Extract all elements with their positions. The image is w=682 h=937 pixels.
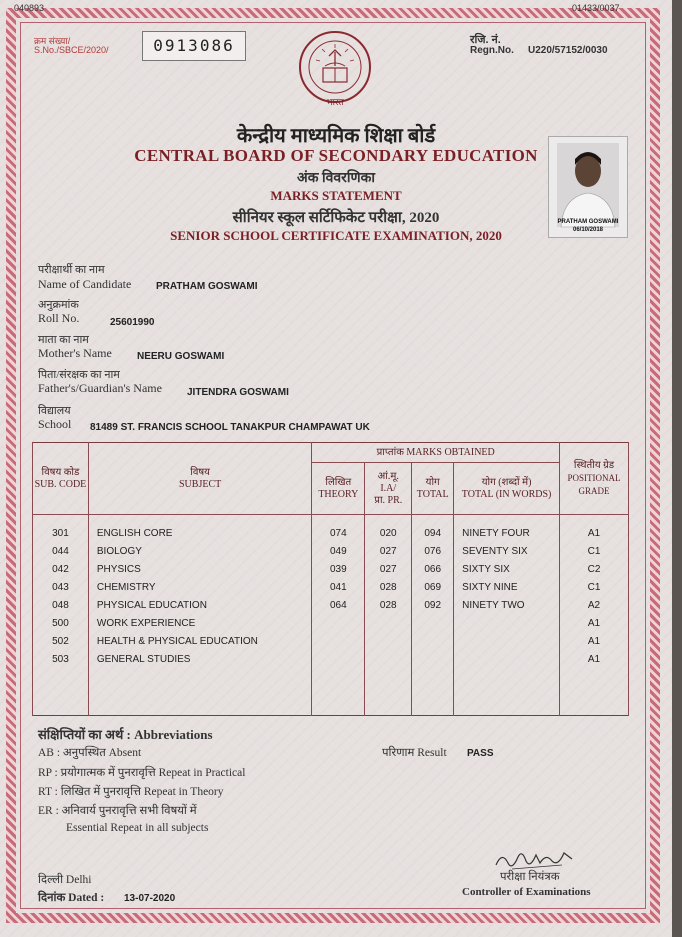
table-row: 500 WORK EXPERIENCE A1: [33, 615, 629, 633]
header-total-words: योग (शब्दों में) TOTAL (IN WORDS): [454, 463, 560, 515]
table-row: 044 BIOLOGY 049 027 076 SEVENTY SIX C1: [33, 543, 629, 561]
header-subject: विषय SUBJECT: [88, 443, 311, 515]
table-row: 301 ENGLISH CORE 074 020 094 NINETY FOUR A1: [33, 525, 629, 543]
header-positional-grade: स्थितीय ग्रेड POSITIONAL GRADE: [559, 443, 628, 515]
table-row: 043 CHEMISTRY 041 028 069 SIXTY NINE C1: [33, 579, 629, 597]
result-label: परिणाम Result: [382, 747, 447, 759]
father-label-hi: पिता/संरक्षक का नाम: [38, 369, 120, 381]
table-row: 503 GENERAL STUDIES A1: [33, 651, 629, 669]
regn-label-hi: रजि. नं.: [470, 34, 501, 46]
photo-caption-date: 06/10/2018: [572, 227, 604, 233]
regn-label: Regn.No.: [470, 45, 514, 56]
roll-label-hi: अनुक्रमांक: [38, 299, 79, 311]
dated-label: दिनांक Dated :: [38, 892, 105, 904]
marks-statement-title: MARKS STATEMENT: [270, 188, 402, 203]
roll-number: 25601990: [110, 317, 155, 328]
father-label: Father's/Guardian's Name: [38, 381, 162, 395]
board-name-hindi: केन्द्रीय माध्यमिक शिक्षा बोर्ड: [236, 125, 436, 147]
exam-name-hindi: सीनियर स्कूल सर्टिफिकेट परीक्षा, 2020: [232, 210, 440, 226]
table-row: 502 HEALTH & PHYSICAL EDUCATION A1: [33, 633, 629, 651]
exam-name: SENIOR SCHOOL CERTIFICATE EXAMINATION, 2020: [170, 228, 502, 243]
school-name: 81489 ST. FRANCIS SCHOOL TANAKPUR CHAMPAWAT UK: [90, 422, 370, 433]
roll-label: Roll No.: [38, 311, 80, 325]
regn-number: U220/57152/0030: [528, 45, 608, 56]
header-marks-obtained: प्राप्तांक MARKS OBTAINED: [312, 443, 560, 463]
abbr-rp: RP : प्रयोगात्मक में पुनरावृत्ति Repeat in Practical: [38, 767, 246, 779]
top-right-code: 01433/0037: [572, 3, 620, 13]
abbr-rt: RT : लिखित में पुनरावृत्ति Repeat in Theory: [38, 786, 224, 798]
result-value: PASS: [467, 748, 494, 759]
form-no-label: क्रम संख्या/: [34, 36, 71, 46]
name-label: Name of Candidate: [38, 277, 132, 291]
candidate-photo: [548, 136, 628, 238]
candidate-name: PRATHAM GOSWAMI: [156, 281, 258, 292]
controller-title: Controller of Examinations: [462, 886, 591, 898]
school-label: School: [38, 417, 72, 431]
mother-name: NEERU GOSWAMI: [137, 351, 225, 362]
serial-label: S.No./SBCE/2020/: [34, 45, 109, 55]
header-ia-pr: आं.मू. I.A/ प्रा. PR.: [365, 463, 412, 515]
board-name: CENTRAL BOARD OF SECONDARY EDUCATION: [134, 146, 538, 165]
place-label: दिल्ली Delhi: [38, 874, 92, 886]
emblem-caption: भारत: [326, 97, 344, 107]
header-total: योग TOTAL: [412, 463, 454, 515]
abbr-er-en: Essential Repeat in all subjects: [66, 822, 209, 834]
serial-number: 0913086: [142, 31, 246, 61]
issue-date: 13-07-2020: [124, 893, 176, 904]
top-left-code: 040893: [14, 3, 45, 13]
mother-label-hi: माता का नाम: [38, 334, 89, 346]
mother-label: Mother's Name: [38, 346, 112, 360]
header-sub-code: विषय कोड SUB. CODE: [33, 443, 89, 515]
controller-hindi: परीक्षा नियंत्रक: [500, 871, 560, 883]
photo-caption-name: PRATHAM GOSWAMI: [557, 219, 619, 225]
father-name: JITENDRA GOSWAMI: [187, 387, 289, 398]
abbr-er: ER : अनिवार्य पुनरावृत्ति सभी विषयों में: [38, 805, 197, 817]
abbr-ab: AB : अनुपस्थित Absent: [38, 747, 142, 759]
abbreviations-title: संक्षिप्तियों का अर्थ : Abbreviations: [38, 727, 213, 742]
table-row: 048 PHYSICAL EDUCATION 064 028 092 NINETY TWO A2: [33, 597, 629, 615]
marks-table: [32, 442, 629, 716]
header-theory: लिखित THEORY: [312, 463, 365, 515]
school-label-hi: विद्यालय: [38, 405, 71, 417]
marks-statement-hindi: अंक विवरणिका: [297, 171, 375, 186]
name-label-hi: परीक्षार्थी का नाम: [38, 264, 105, 276]
table-row: 042 PHYSICS 039 027 066 SIXTY SIX C2: [33, 561, 629, 579]
